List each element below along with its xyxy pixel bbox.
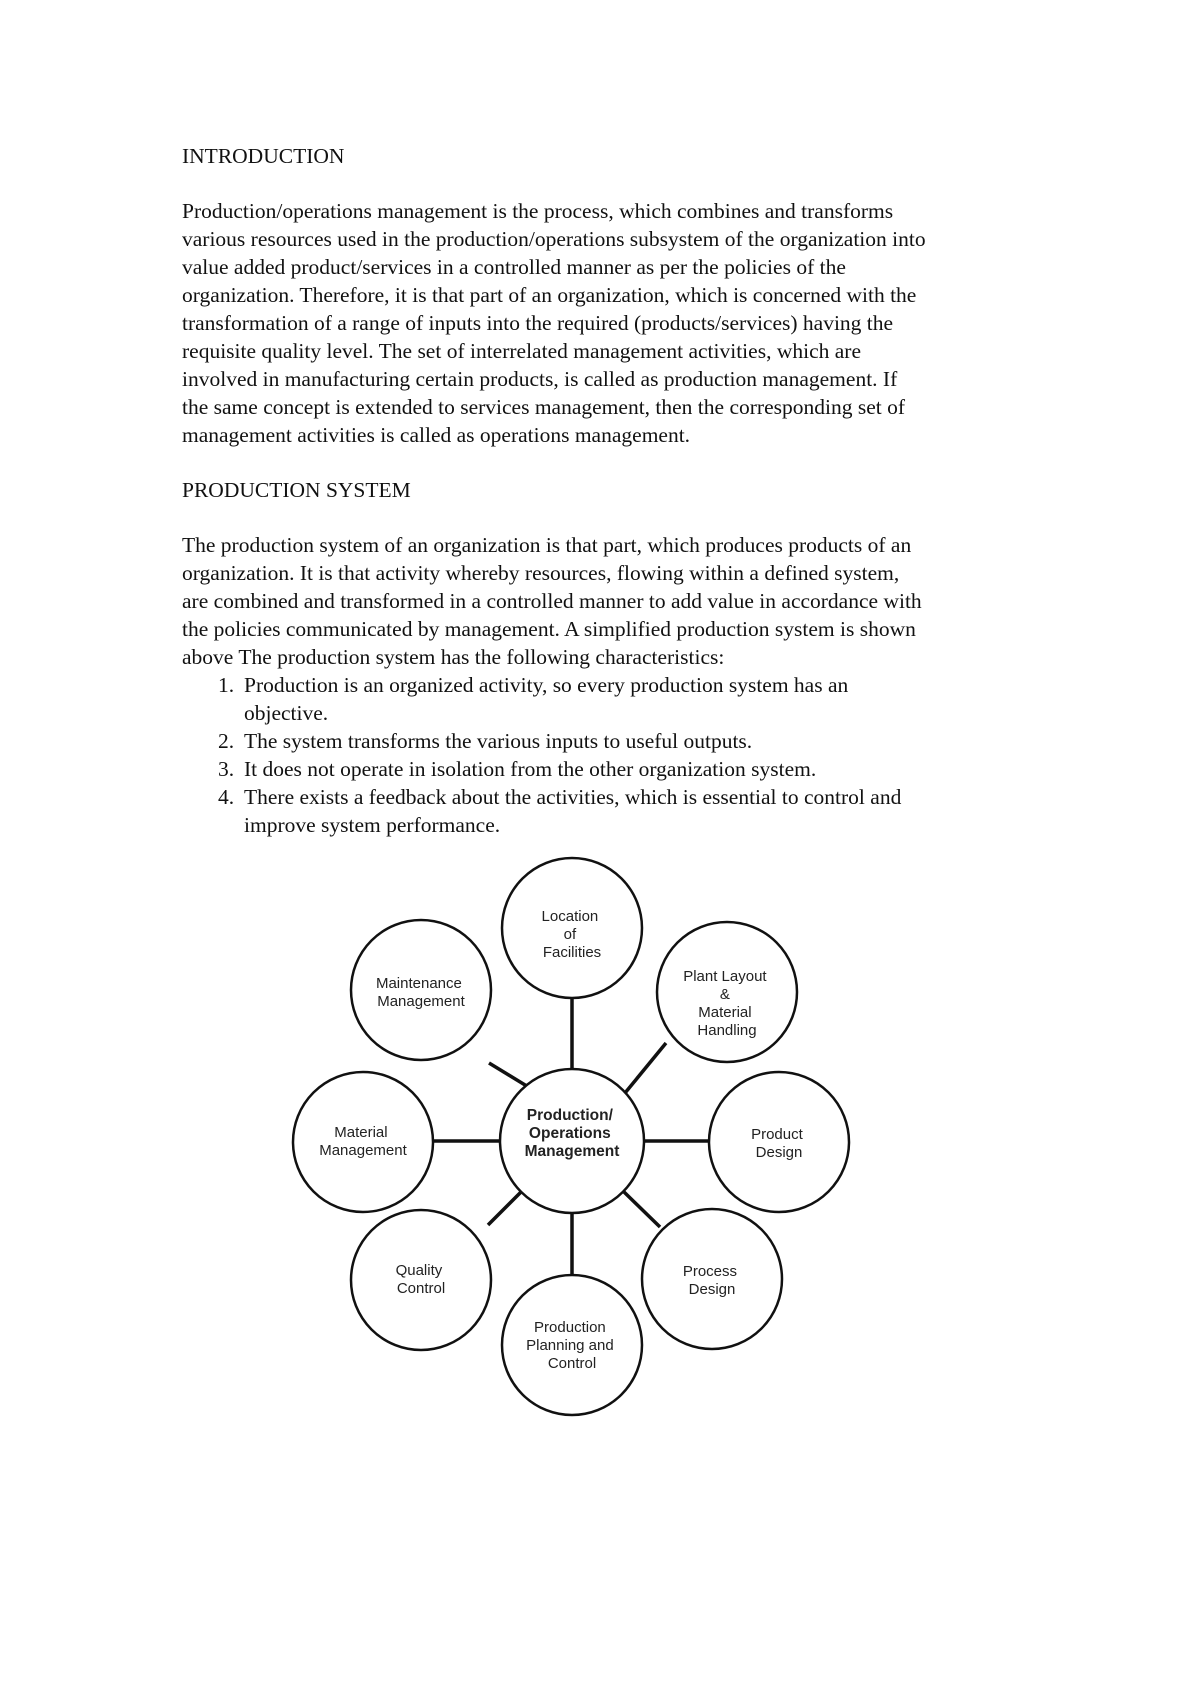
paragraph-line: The production system of an organization is that part, which produces products of an xyxy=(182,533,912,557)
center-label-line: Operations xyxy=(528,1125,611,1142)
node-label-line: Handling xyxy=(697,1022,757,1039)
list-line: improve system performance. xyxy=(244,813,501,837)
connector-maintenance xyxy=(489,1063,530,1088)
paragraph-line: Production/operations management is the process, which combines and transforms xyxy=(182,199,894,223)
node-label-line: Management xyxy=(377,993,465,1010)
paragraph-line: value added product/services in a controlled manner as per the policies of the xyxy=(182,255,846,279)
list-line: objective. xyxy=(244,701,329,725)
section-heading-production-system: PRODUCTION SYSTEM xyxy=(182,478,411,502)
connector-process xyxy=(622,1190,660,1227)
list-line: It does not operate in isolation from the other organization system. xyxy=(244,757,817,781)
paragraph-line: organization. Therefore, it is that part of an organization, which is concerned with the xyxy=(182,283,917,307)
node-label-line: Location xyxy=(541,908,599,925)
node-label-line: Management xyxy=(319,1142,407,1159)
node-label-line: Facilities xyxy=(542,944,602,961)
node-label-product-design xyxy=(751,1126,807,1161)
node-label-line: Plant Layout xyxy=(683,968,767,985)
center-label-line: Management xyxy=(524,1143,620,1160)
paragraph-line: involved in manufacturing certain products, is called as production management. If xyxy=(182,367,898,391)
list-number: 4. xyxy=(218,785,235,809)
node-label-process-design xyxy=(683,1263,741,1298)
node-label-line: Product xyxy=(751,1126,803,1143)
connector-plant-layout xyxy=(625,1043,666,1093)
list-line: There exists a feedback about the activities, which is essential to control and xyxy=(244,785,902,809)
node-label-quality-control xyxy=(396,1262,447,1297)
paragraph-line: the same concept is extended to services management, then the corresponding set of xyxy=(182,395,905,419)
center-label-line: Production/ xyxy=(526,1107,613,1124)
paragraph-line: transformation of a range of inputs into the required (products/services) having the xyxy=(182,311,894,335)
paragraph-line: various resources used in the production/operations subsystem of the organization into xyxy=(182,227,926,251)
node-label-maintenance xyxy=(376,975,466,1010)
list-number: 3. xyxy=(218,757,235,781)
node-label-line: Material xyxy=(334,1124,388,1141)
node-label-line: Planning and xyxy=(526,1337,614,1354)
paragraph-line: are combined and transformed in a controlled manner to add value in accordance with xyxy=(182,589,922,613)
paragraph-line: requisite quality level. The set of interrelated management activities, which are xyxy=(182,339,861,363)
paragraph-line: management activities is called as operations management. xyxy=(182,423,691,447)
paragraph-line: organization. It is that activity whereby resources, flowing within a defined system, xyxy=(182,561,900,585)
node-label-line: Process xyxy=(682,1263,738,1280)
paragraph-line: above The production system has the following characteristics: xyxy=(182,645,725,669)
node-label-line: Control xyxy=(547,1355,597,1372)
center-label xyxy=(525,1107,620,1160)
node-label-line: Production xyxy=(534,1319,606,1336)
node-label-line: Design xyxy=(688,1281,736,1298)
list-number: 2. xyxy=(218,729,235,753)
node-label-line: of xyxy=(563,926,577,943)
list-number: 1. xyxy=(218,673,235,697)
node-label-line: Material xyxy=(698,1004,752,1021)
node-label-line: Maintenance xyxy=(375,975,462,992)
list-line: Production is an organized activity, so every production system has an xyxy=(244,673,849,697)
node-label-line: Control xyxy=(396,1280,446,1297)
section-heading-introduction: INTRODUCTION xyxy=(182,144,345,168)
node-label-line: Design xyxy=(755,1144,803,1161)
node-label-line: & xyxy=(719,986,730,1003)
list-line: The system transforms the various inputs to useful outputs. xyxy=(244,729,753,753)
paragraph-line: the policies communicated by management. A simplified production system is shown xyxy=(182,617,916,641)
node-label-line: Quality xyxy=(395,1262,443,1279)
